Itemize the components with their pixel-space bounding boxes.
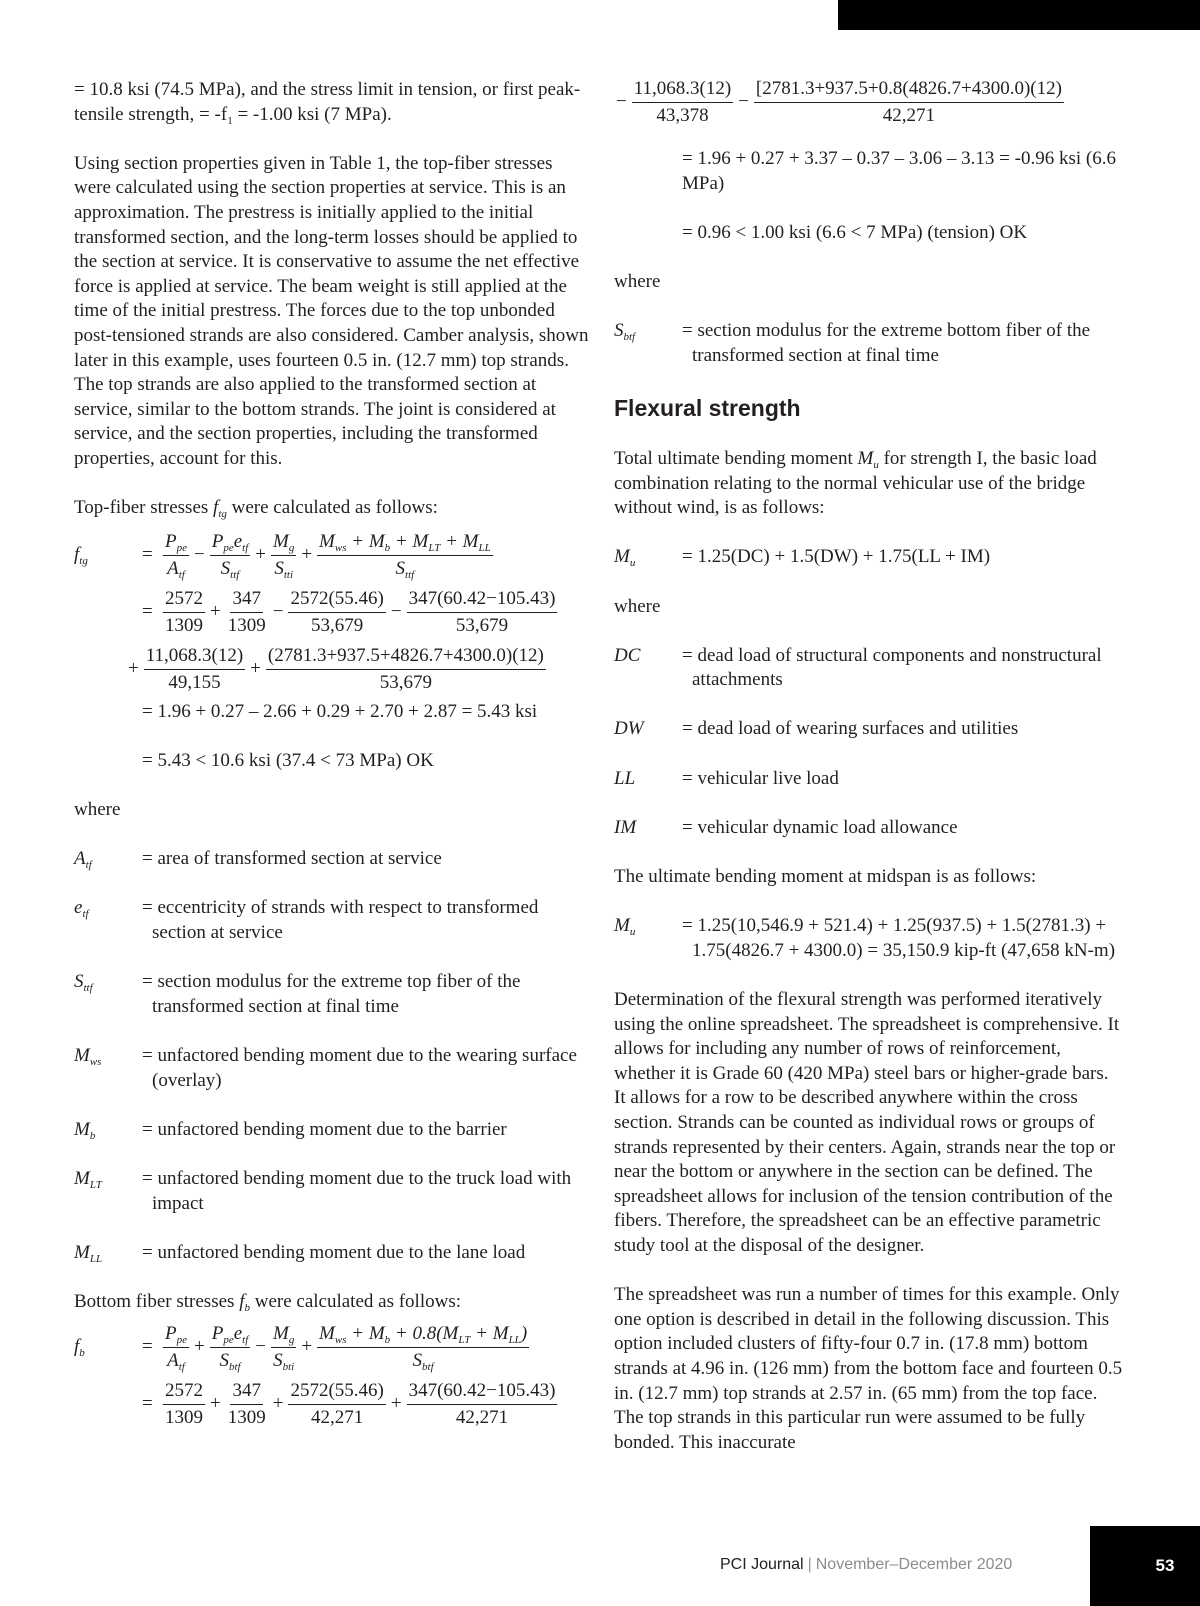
equation-fb-numeric-cont: − $\frac{11,068.3(12)}{43,378}$ − $\frac{[2781.3+937.5+0.8(4826.7+4300.0)(12)}{42,271}$: [616, 78, 1062, 126]
definition-row: $M_{LL}$ = unfactored bending moment due to the lane load: [74, 1241, 526, 1265]
definition-row: $S_{ttf}$ = section modulus for the extreme top fiber of the transformed section at final time: [74, 971, 521, 1017]
definition-row: DC = dead load of structural components and nonstructural attachments: [614, 644, 1102, 691]
equation-mu: $M_u$ = 1.25(DC) + 1.5(DW) + 1.75(LL + IM): [614, 546, 991, 570]
equation-check: = 0.96 < 1.00 ksi (6.6 < 7 MPa) (tension) OK: [682, 221, 1028, 243]
where-label: where: [614, 270, 661, 292]
paragraph: Bottom fiber stresses $f_b$ were calculated as follows:: [74, 1290, 461, 1314]
paragraph: Using section properties given in Table 1, the top-fiber stresses were calculated using the section properties at service. This is an approximation. The prestress is initially applied to the initial transformed section, and the long-term losses should be applied to the section at service. It is conservative to assume the net effective force is applied at service. The beam weight is still applied at the time of the initial prestress. The forces due to the top unbonded post-tensioned strands are also considered. Camber analysis, shown later in this example, uses fourteen 0.5 in. (12.7 mm) top strands. The top strands are also applied to the transformed section at service, similar to the bottom strands. The joint is considered at service, and the section properties, including the transformed properties, account for this.: [74, 152, 589, 469]
paragraph: Total ultimate bending moment $M_u$ for strength I, the basic load combination relating to the normal vehicular use of the bridge without wind, is as follows:: [614, 447, 1097, 519]
left-column: [74, 78, 590, 1429]
where-label: where: [74, 799, 121, 821]
equation-check: = 5.43 < 10.6 ksi (37.4 < 73 MPa) OK: [142, 749, 434, 771]
definition-row: DW = dead load of wearing surfaces and utilities: [614, 718, 1019, 740]
definition-row: $e_{tf}$ = eccentricity of strands with respect to transformed section at service: [74, 897, 539, 944]
paragraph: The ultimate bending moment at midspan is as follows:: [614, 866, 1037, 888]
journal-name: PCI Journal: [720, 1556, 804, 1573]
header-bar: [838, 0, 1200, 30]
equation-mu-midspan: $M_u$ = 1.25(10,546.9 + 521.4) + 1.25(937.5) + 1.5(2781.3) + 1.75(4826.7 + 4300.0) = 35,150.9 kip-ft (47,658 kN-m): [614, 915, 1116, 961]
footer-journal: [720, 1556, 1012, 1574]
definition-row: $M_{LT}$ = unfactored bending moment due to the truck load with impact: [74, 1167, 572, 1214]
equation-result: = 1.96 + 0.27 – 2.66 + 0.29 + 2.70 + 2.87 = 5.43 ksi: [142, 700, 538, 722]
issue-date: November–December 2020: [815, 1556, 1013, 1573]
definition-row: IM = vehicular dynamic load allowance: [614, 816, 958, 838]
equation-ftg-numeric-cont: + $\frac{11,068.3(12)}{49,155}$ + $\frac{(2781.3+937.5+4826.7+4300.0)(12)}{53,679}$: [128, 644, 544, 693]
paragraph: The spreadsheet was run a number of times for this example. Only one option is described in detail in the following discussion. This option included clusters of fifty-four 0.7 in. (17.8 mm) bottom strands at 4.96 in. (126 mm) from the bottom face and fourteen 0.5 in. (12.7 mm) top strands at 2.57 in. (65 mm) from the top face. The top strands in this particular run were assumed to be fully bonded. This inaccurate: [614, 1284, 1123, 1453]
equation-result: = 1.96 + 0.27 + 3.37 – 0.37 – 3.06 – 3.13 = -0.96 ksi (6.6 MPa): [682, 148, 1116, 194]
equation-ftg-numeric: = $\frac{2572}{1309}$ + $\frac{347}{1309}$ − $\frac{2572(55.46)}{53,679}$ − $\frac{347(60.42-105.43)}{53,679}$: [142, 587, 556, 636]
right-column: [614, 78, 1124, 1480]
page-number: 53: [1090, 1526, 1200, 1606]
definition-row: $M_b$ = unfactored bending moment due to the barrier: [74, 1118, 507, 1142]
definition-row: $S_{btf}$ = section modulus for the extreme bottom fiber of the transformed section at final time: [614, 320, 1091, 366]
footer-separator: |: [807, 1556, 812, 1573]
equation-fb-symbolic: $f_b$ = $\frac{P_{pe}}{A_{tf}}$ + $\frac{P_{pe}e_{tf}}{S_{btf}}$ − $\frac{M_g}{S_{bti}}$ + $\frac{M_{ws} + M_b + 0.8(M_{LT} + M_{LL})}{S_{btf}}$: [74, 1322, 528, 1373]
definition-row: LL = vehicular live load: [614, 767, 839, 789]
definition-row: $M_{ws}$ = unfactored bending moment due to the wearing surface (overlay): [74, 1045, 577, 1091]
section-heading: Flexural strength: [614, 394, 801, 421]
equation-ftg-symbolic: $f_{tg}$ = $\frac{P_{pe}}{A_{tf}}$ − $\frac{P_{pe}e_{tf}}{S_{ttf}}$ + $\frac{M_g}{S_{tti}}$ + $\frac{M_{ws} + M_b + M_{LT} + M_{LL}}{S_{ttf}}$: [74, 530, 491, 581]
definition-row: $A_{tf}$ = area of transformed section at service: [74, 848, 442, 872]
equation-fb-numeric: = $\frac{2572}{1309}$ + $\frac{347}{1309}$ + $\frac{2572(55.46)}{42,271}$ + $\frac{347(60.42-105.43)}{42,271}$: [142, 1379, 556, 1428]
paragraph: Top-fiber stresses $f_{tg}$ were calculated as follows:: [74, 497, 438, 521]
where-label: where: [614, 595, 661, 617]
paragraph: = 10.8 ksi (74.5 MPa), and the stress limit in tension, or first peak-tensile strength, = $-f_1 = -1.00$ ksi (7 MPa).: [74, 79, 581, 127]
paragraph: Determination of the flexural strength was performed iteratively using the online spreadsheet. The spreadsheet is comprehensive. It allows for including any number of rows of reinforcement, whether it is Grade 60 (420 MPa) steel bars or higher-grade bars. It allows for a row to be described anywhere within the cross section. Strands can be counted as individual rows or groups of strands represented by their centers. Again, strands near the top or near the bottom or anywhere in the section can be defined. The spreadsheet allows for inclusion of the tension contribution of the fibers. Therefore, the spreadsheet can be an effective parametric study tool at the disposal of the designer.: [614, 989, 1120, 1256]
